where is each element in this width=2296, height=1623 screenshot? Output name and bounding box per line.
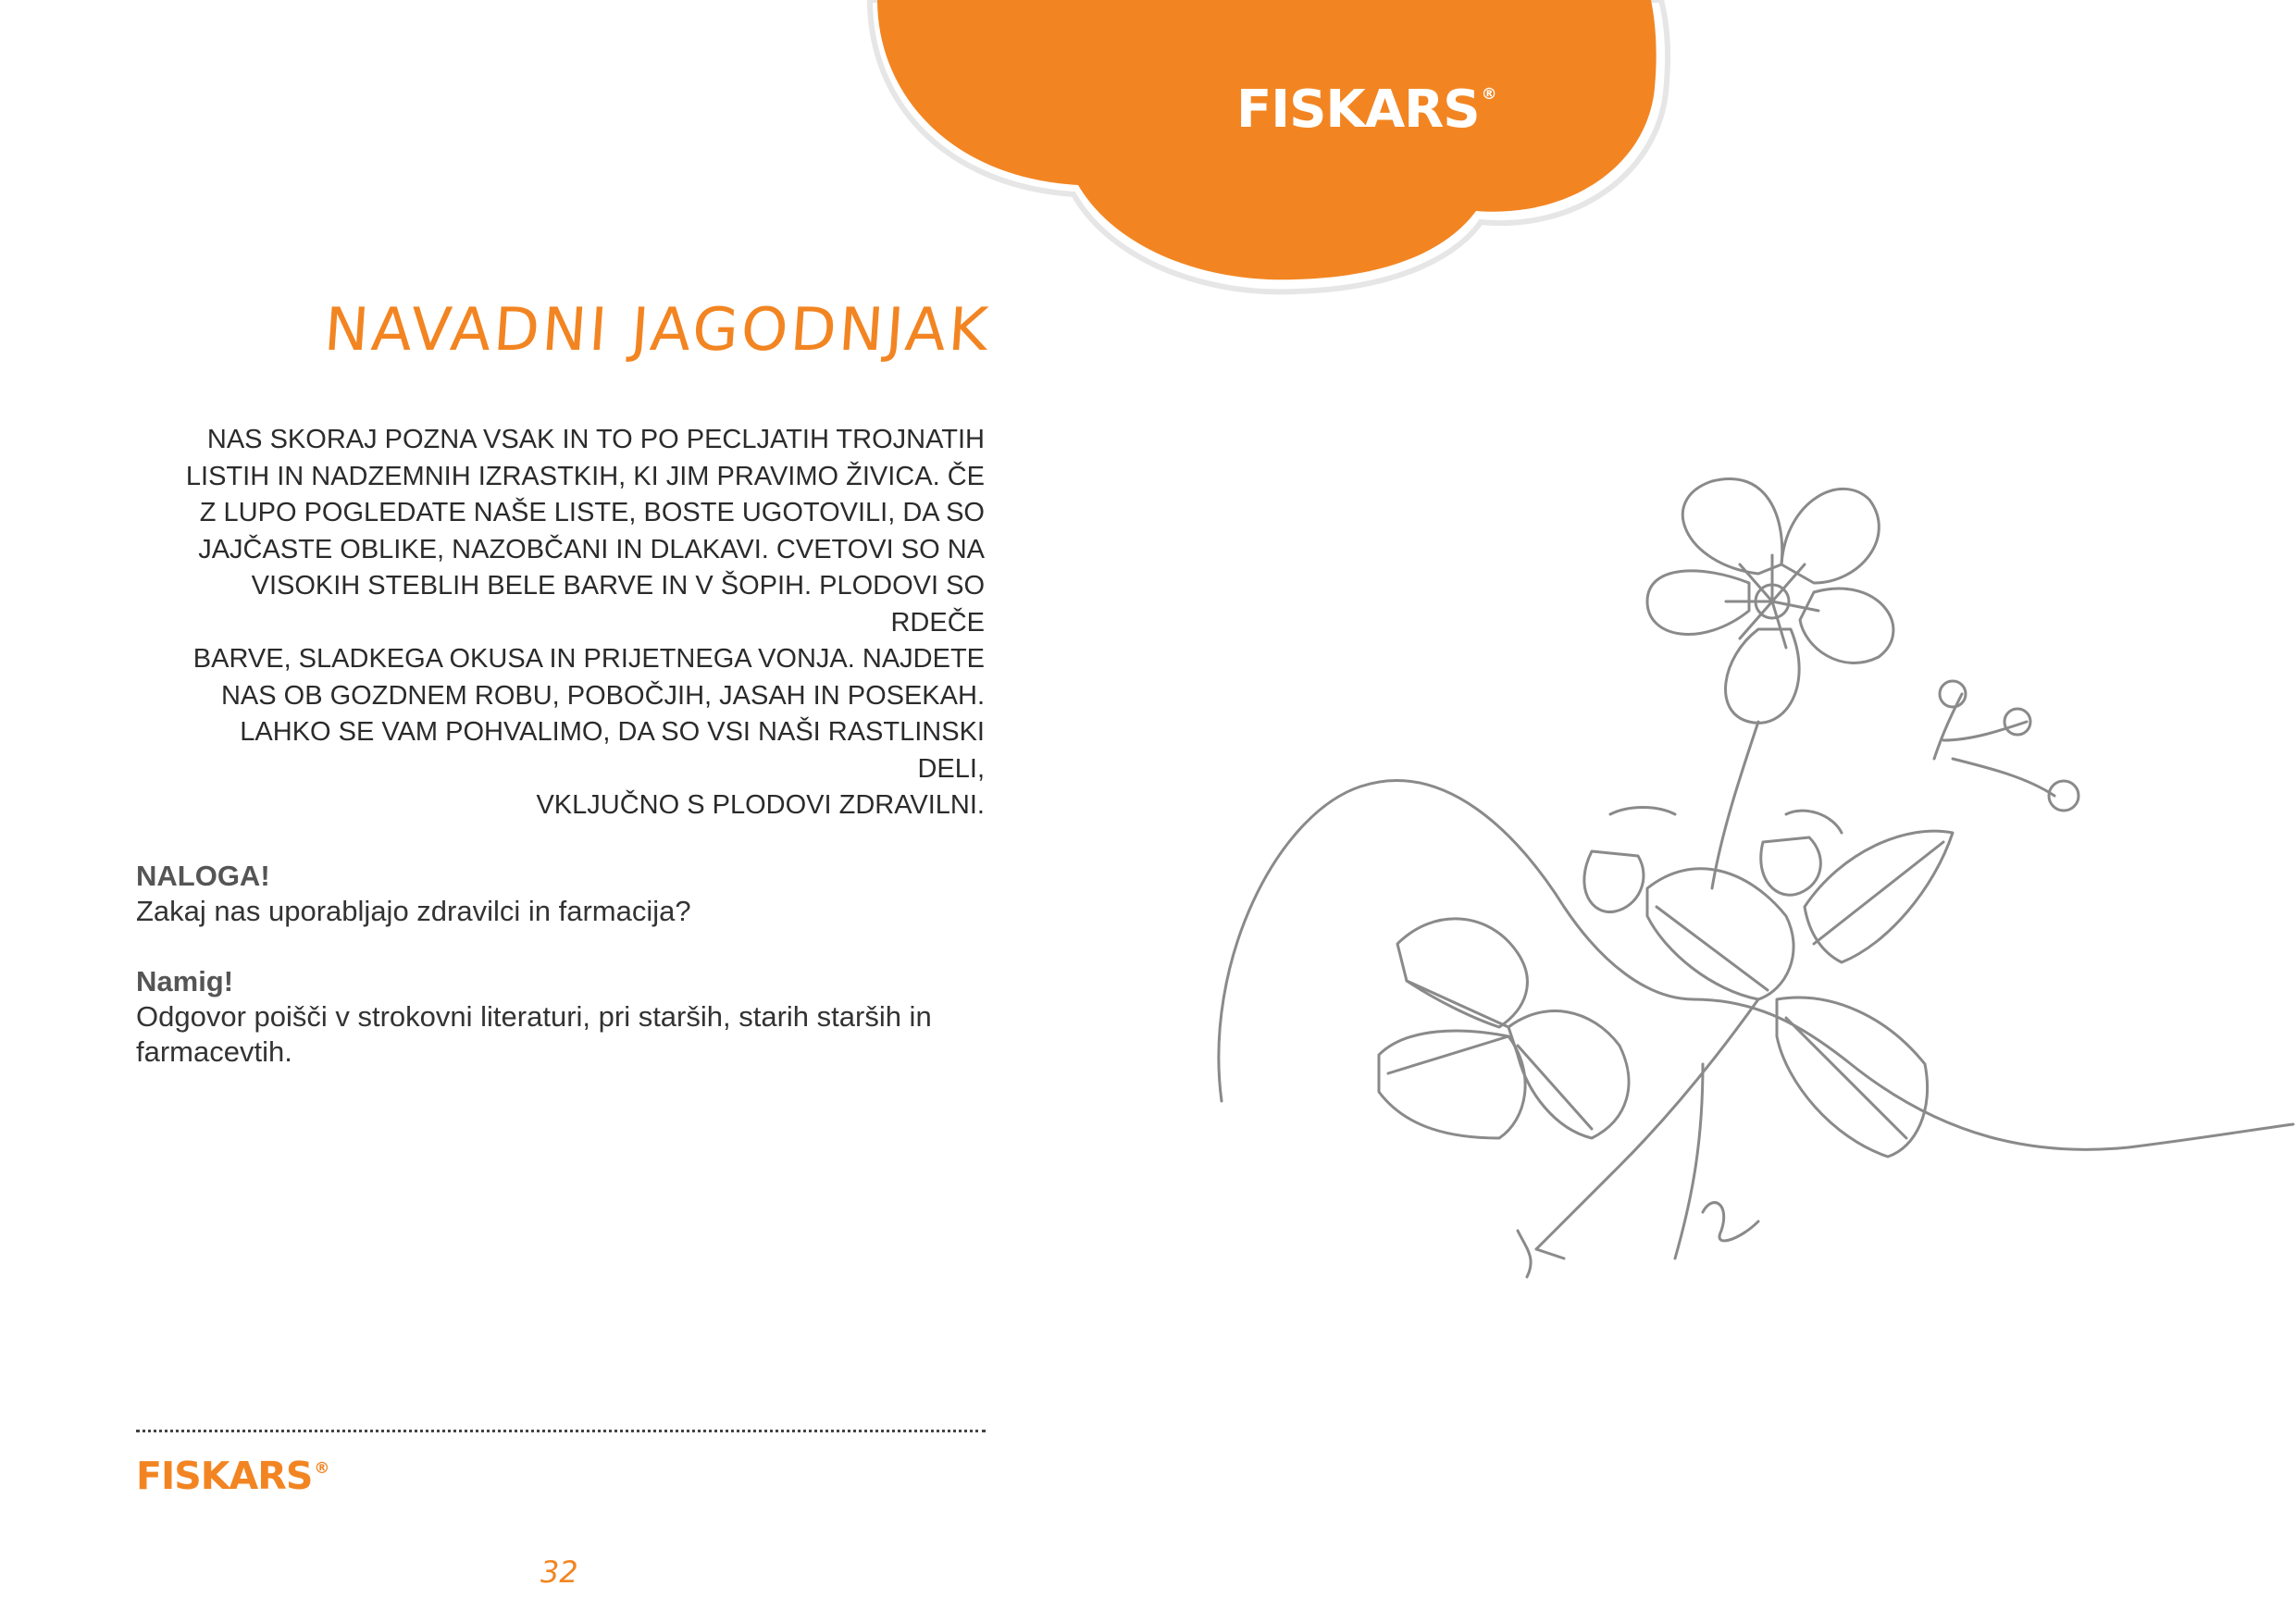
intro-line: NAS OB GOZDNEM ROBU, POBOČJIH, JASAH IN POSEKAH. [220,680,985,711]
intro-line: JAJČASTE OBLIKE, NAZOBČANI IN DLAKAVI. CVETOVI SO NA [198,534,985,564]
logo-text: FISKARS [136,1454,313,1498]
registered-mark: ® [1481,85,1496,104]
hint-label: Namig! [136,965,234,997]
logo-text: FISKARS [1236,80,1480,140]
task-text: Zakaj nas uporabljajo zdravilci in farmacija? [136,895,691,927]
intro-line: Z LUPO POGLEDATE NAŠE LISTE, BOSTE UGOTOVILI, DA SO [199,498,985,527]
strawberry-plant-drawing [1212,463,2296,1305]
hint-line: Odgovor poišči v strokovni literaturi, pri starših, starih starših in [136,1000,932,1033]
registered-mark: ® [314,1459,329,1478]
hint-line: farmacevtih. [136,1035,292,1068]
footer-divider [136,1430,986,1432]
intro-line: VKLJUČNO S PLODOVI ZDRAVILNI. [536,790,985,820]
intro-line: BARVE, SLADKEGA OKUSA IN PRIJETNEGA VONJA. NAJDETE [192,644,985,674]
task-section [136,859,969,1070]
intro-paragraph [167,422,985,824]
intro-line: LISTIH IN NADZEMNIH IZRASTKIH, KI JIM PRAVIMO ŽIVICA. ČE [185,461,985,491]
fiskars-logo-bottom [136,1454,329,1498]
header-cloud [0,0,2296,315]
intro-line: VISOKIH STEBLIH BELE BARVE IN V ŠOPIH. PLODOVI SO RDEČE [251,571,985,638]
fiskars-logo-top [1236,80,1496,140]
page-number: 32 [540,1555,578,1590]
page-title: NAVADNI JAGODNJAK [321,296,993,365]
intro-line: LAHKO SE VAM POHVALIMO, DA SO VSI NAŠI RASTLINSKI DELI, [240,717,985,784]
task-label: NALOGA! [136,860,270,892]
intro-line: NAS SKORAJ POZNA VSAK IN TO PO PECLJATIH TROJNATIH [206,425,985,454]
